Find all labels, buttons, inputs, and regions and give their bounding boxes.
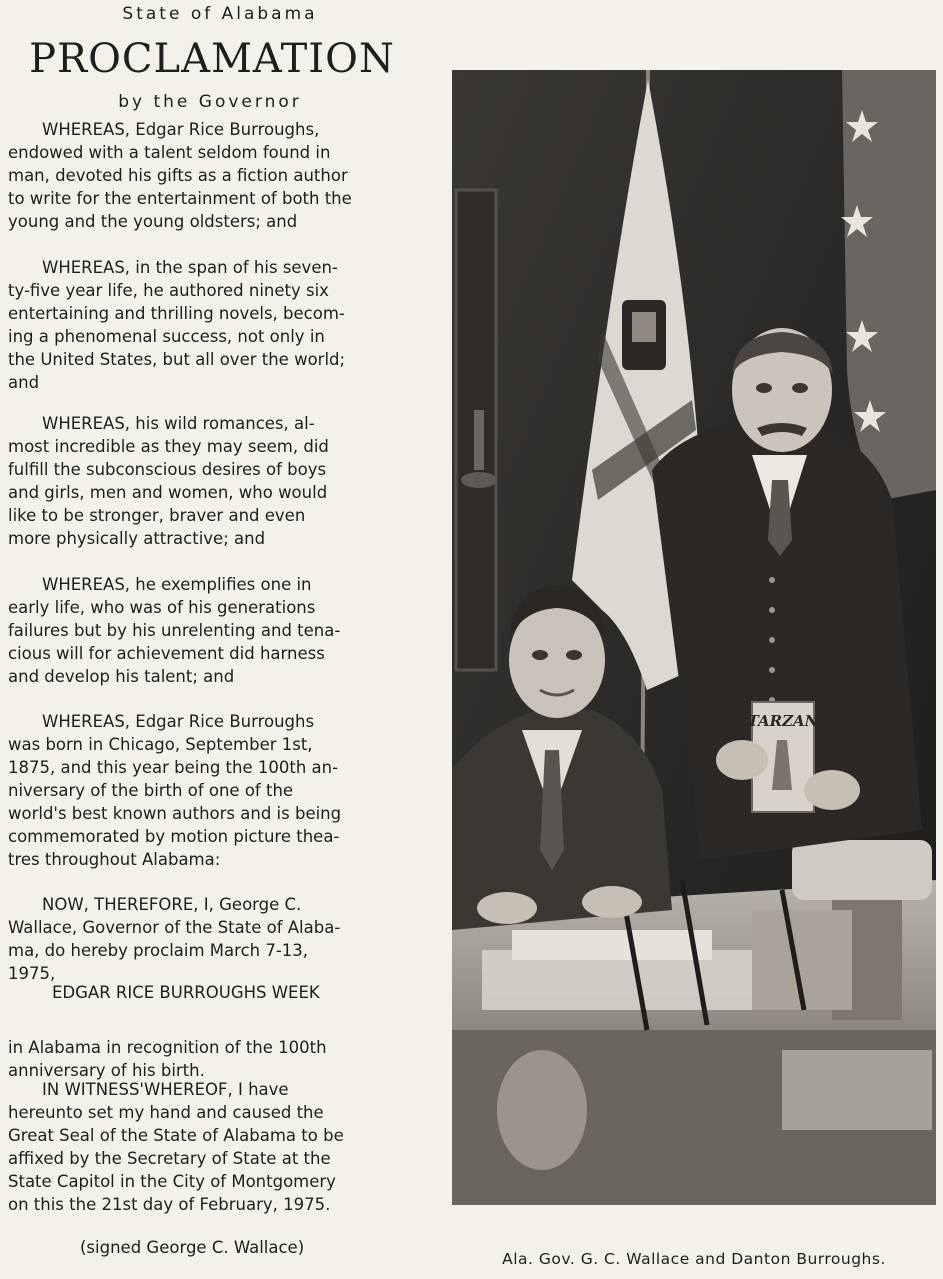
whereas-paragraph-5: WHEREAS, Edgar Rice Burroughs was born in Chicago, September 1st, 1875, and this year being the 100th an- niversary of the birth of one of the world's best known authors and is being commemorated by motion picture thea- tres throughout Alabama:: [8, 712, 342, 869]
photo-illustration: [452, 70, 936, 1205]
byline: by the Governor: [118, 92, 302, 112]
state-line: State of Alabama: [122, 4, 318, 24]
signature-line: (signed George C. Wallace): [80, 1238, 305, 1257]
photo-caption: Ala. Gov. G. C. Wallace and Danton Burroughs.: [502, 1250, 886, 1268]
book-title: TARZAN: [747, 712, 819, 730]
whereas-paragraph-2: WHEREAS, in the span of his seven- ty-five year life, he authored ninety six entertaining and thrilling novels, becom- ing a phenomenal success, not only in the United States, but all over the world; and: [8, 258, 346, 392]
whereas-paragraph-4: WHEREAS, he exemplifies one in early life, who was of his generations failures but by his unrelenting and tena- cious will for achievement did harness and develop his talent; and: [8, 575, 341, 686]
proclamation-title: PROCLAMATION: [29, 36, 395, 82]
governor-photo: [452, 70, 936, 1205]
therefore-paragraph: NOW, THEREFORE, I, George C. Wallace, Governor of the State of Alaba- ma, do hereby proclaim March 7-13, 1975,: [8, 895, 341, 983]
whereas-paragraph-3: WHEREAS, his wild romances, al- most incredible as they may seem, did fulfill the subconscious desires of boys and girls, men and women, who would like to be stronger, braver and even more physically attractive; and: [8, 414, 329, 548]
witness-paragraph: IN WITNESS'WHEREOF, I have hereunto set my hand and caused the Great Seal of the State of Alabama to be affixed by the Secretary of State at the State Capitol in the City of Montgomery on this the 21st day of February, 1975.: [8, 1080, 344, 1214]
recognition-paragraph: in Alabama in recognition of the 100th anniversary of his birth.: [8, 1038, 327, 1080]
week-name: EDGAR RICE BURROUGHS WEEK: [52, 983, 320, 1002]
whereas-paragraph-1: WHEREAS, Edgar Rice Burroughs, endowed with a talent seldom found in man, devoted his gifts as a fiction author to write for the entertainment of both the young and the young oldsters; and: [8, 120, 352, 231]
